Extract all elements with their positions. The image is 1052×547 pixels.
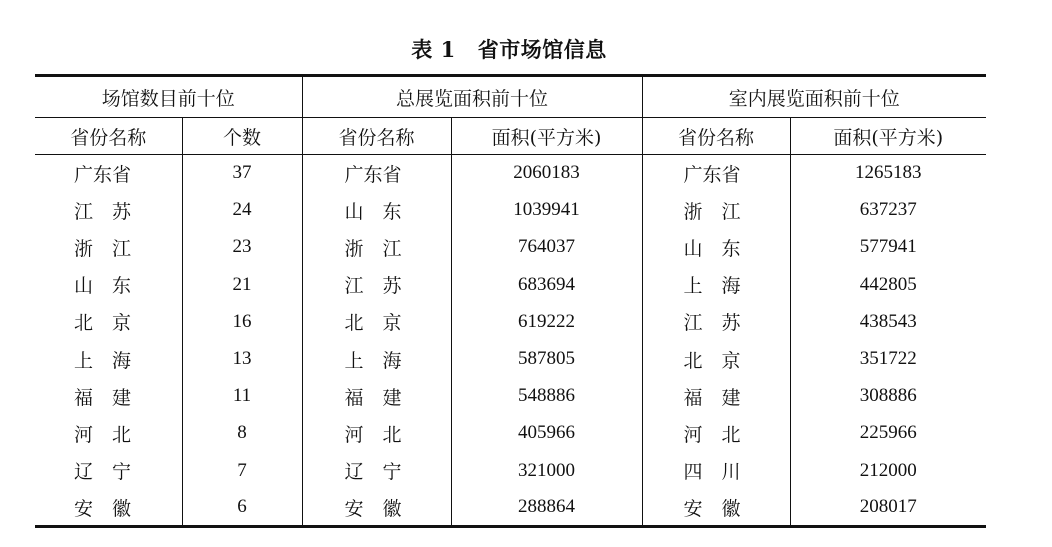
area-cell: 548886 xyxy=(451,378,642,415)
count-cell: 24 xyxy=(182,192,302,229)
province-cell: 广东省 xyxy=(642,155,790,192)
column-header-province: 省份名称 xyxy=(302,118,451,155)
province-cell: 河 北 xyxy=(642,415,790,452)
group-header-indoor-area: 室内展览面积前十位 xyxy=(642,76,986,118)
province-cell: 山 东 xyxy=(302,192,451,229)
area-cell: 212000 xyxy=(790,452,986,489)
area-cell: 288864 xyxy=(451,489,642,526)
table-row xyxy=(35,340,986,377)
area-cell: 405966 xyxy=(451,415,642,452)
province-cell: 河 北 xyxy=(74,423,132,446)
count-cell: 11 xyxy=(182,378,302,415)
group-header-row xyxy=(35,76,986,118)
province-cell: 安 徽 xyxy=(302,489,451,526)
province-cell: 辽 宁 xyxy=(302,452,451,489)
province-cell: 北 京 xyxy=(302,303,451,340)
column-header-area: 面积(平方米) xyxy=(790,118,986,155)
table-number: 表 1 xyxy=(411,37,456,62)
area-cell: 208017 xyxy=(790,489,986,526)
province-cell: 浙 江 xyxy=(302,229,451,266)
province-cell: 安 徽 xyxy=(642,489,790,526)
province-cell: 江 苏 xyxy=(302,266,451,303)
province-cell: 福 建 xyxy=(74,386,132,409)
table-row xyxy=(35,415,986,452)
area-cell: 442805 xyxy=(790,266,986,303)
area-cell: 351722 xyxy=(790,340,986,377)
province-cell: 山 东 xyxy=(642,229,790,266)
table-row xyxy=(35,155,986,192)
table-row xyxy=(35,266,986,303)
province-cell: 福 建 xyxy=(642,378,790,415)
area-cell: 225966 xyxy=(790,415,986,452)
table-row xyxy=(35,489,986,526)
province-cell: 北 京 xyxy=(74,312,132,335)
count-cell: 16 xyxy=(182,303,302,340)
table-row xyxy=(35,452,986,489)
province-cell: 北 京 xyxy=(642,340,790,377)
table-body xyxy=(35,155,986,527)
province-cell: 四 川 xyxy=(642,452,790,489)
count-cell: 8 xyxy=(182,415,302,452)
group-header-total-area: 总展览面积前十位 xyxy=(302,76,642,118)
area-cell: 308886 xyxy=(790,378,986,415)
area-cell: 619222 xyxy=(451,303,642,340)
column-header-area: 面积(平方米) xyxy=(451,118,642,155)
column-header-province: 省份名称 xyxy=(642,118,790,155)
count-cell: 6 xyxy=(182,489,302,526)
table-caption xyxy=(0,34,1018,64)
area-cell: 438543 xyxy=(790,303,986,340)
count-cell: 7 xyxy=(182,452,302,489)
table-row xyxy=(35,303,986,340)
province-cell: 广东省 xyxy=(302,155,451,192)
province-cell: 江 苏 xyxy=(74,200,132,223)
area-cell: 321000 xyxy=(451,452,642,489)
count-cell: 37 xyxy=(182,155,302,192)
area-cell: 637237 xyxy=(790,192,986,229)
province-cell: 广东省 xyxy=(74,163,132,186)
province-cell: 福 建 xyxy=(302,378,451,415)
area-cell: 683694 xyxy=(451,266,642,303)
province-cell: 河 北 xyxy=(302,415,451,452)
area-cell: 1265183 xyxy=(790,155,986,192)
province-cell: 安 徽 xyxy=(35,489,182,526)
province-cell: 江 苏 xyxy=(642,303,790,340)
table-title: 省市场馆信息 xyxy=(477,37,607,62)
province-cell: 上 海 xyxy=(642,266,790,303)
province-cell: 山 东 xyxy=(74,275,132,298)
table-row xyxy=(35,192,986,229)
province-cell: 浙 江 xyxy=(74,237,132,260)
area-cell: 1039941 xyxy=(451,192,642,229)
area-cell: 2060183 xyxy=(451,155,642,192)
count-cell: 23 xyxy=(182,229,302,266)
count-cell: 21 xyxy=(182,266,302,303)
area-cell: 577941 xyxy=(790,229,986,266)
province-cell: 浙 江 xyxy=(642,192,790,229)
province-cell: 辽 宁 xyxy=(74,461,132,484)
area-cell: 764037 xyxy=(451,229,642,266)
province-cell: 上 海 xyxy=(302,340,451,377)
province-cell: 上 海 xyxy=(74,349,132,372)
table-row xyxy=(35,378,986,415)
column-header-count: 个数 xyxy=(182,118,302,155)
group-header-count: 场馆数目前十位 xyxy=(35,76,302,118)
column-header-province: 省份名称 xyxy=(35,118,182,155)
column-header-row xyxy=(35,118,986,155)
count-cell: 13 xyxy=(182,340,302,377)
table-row xyxy=(35,229,986,266)
venue-table xyxy=(35,74,986,528)
area-cell: 587805 xyxy=(451,340,642,377)
